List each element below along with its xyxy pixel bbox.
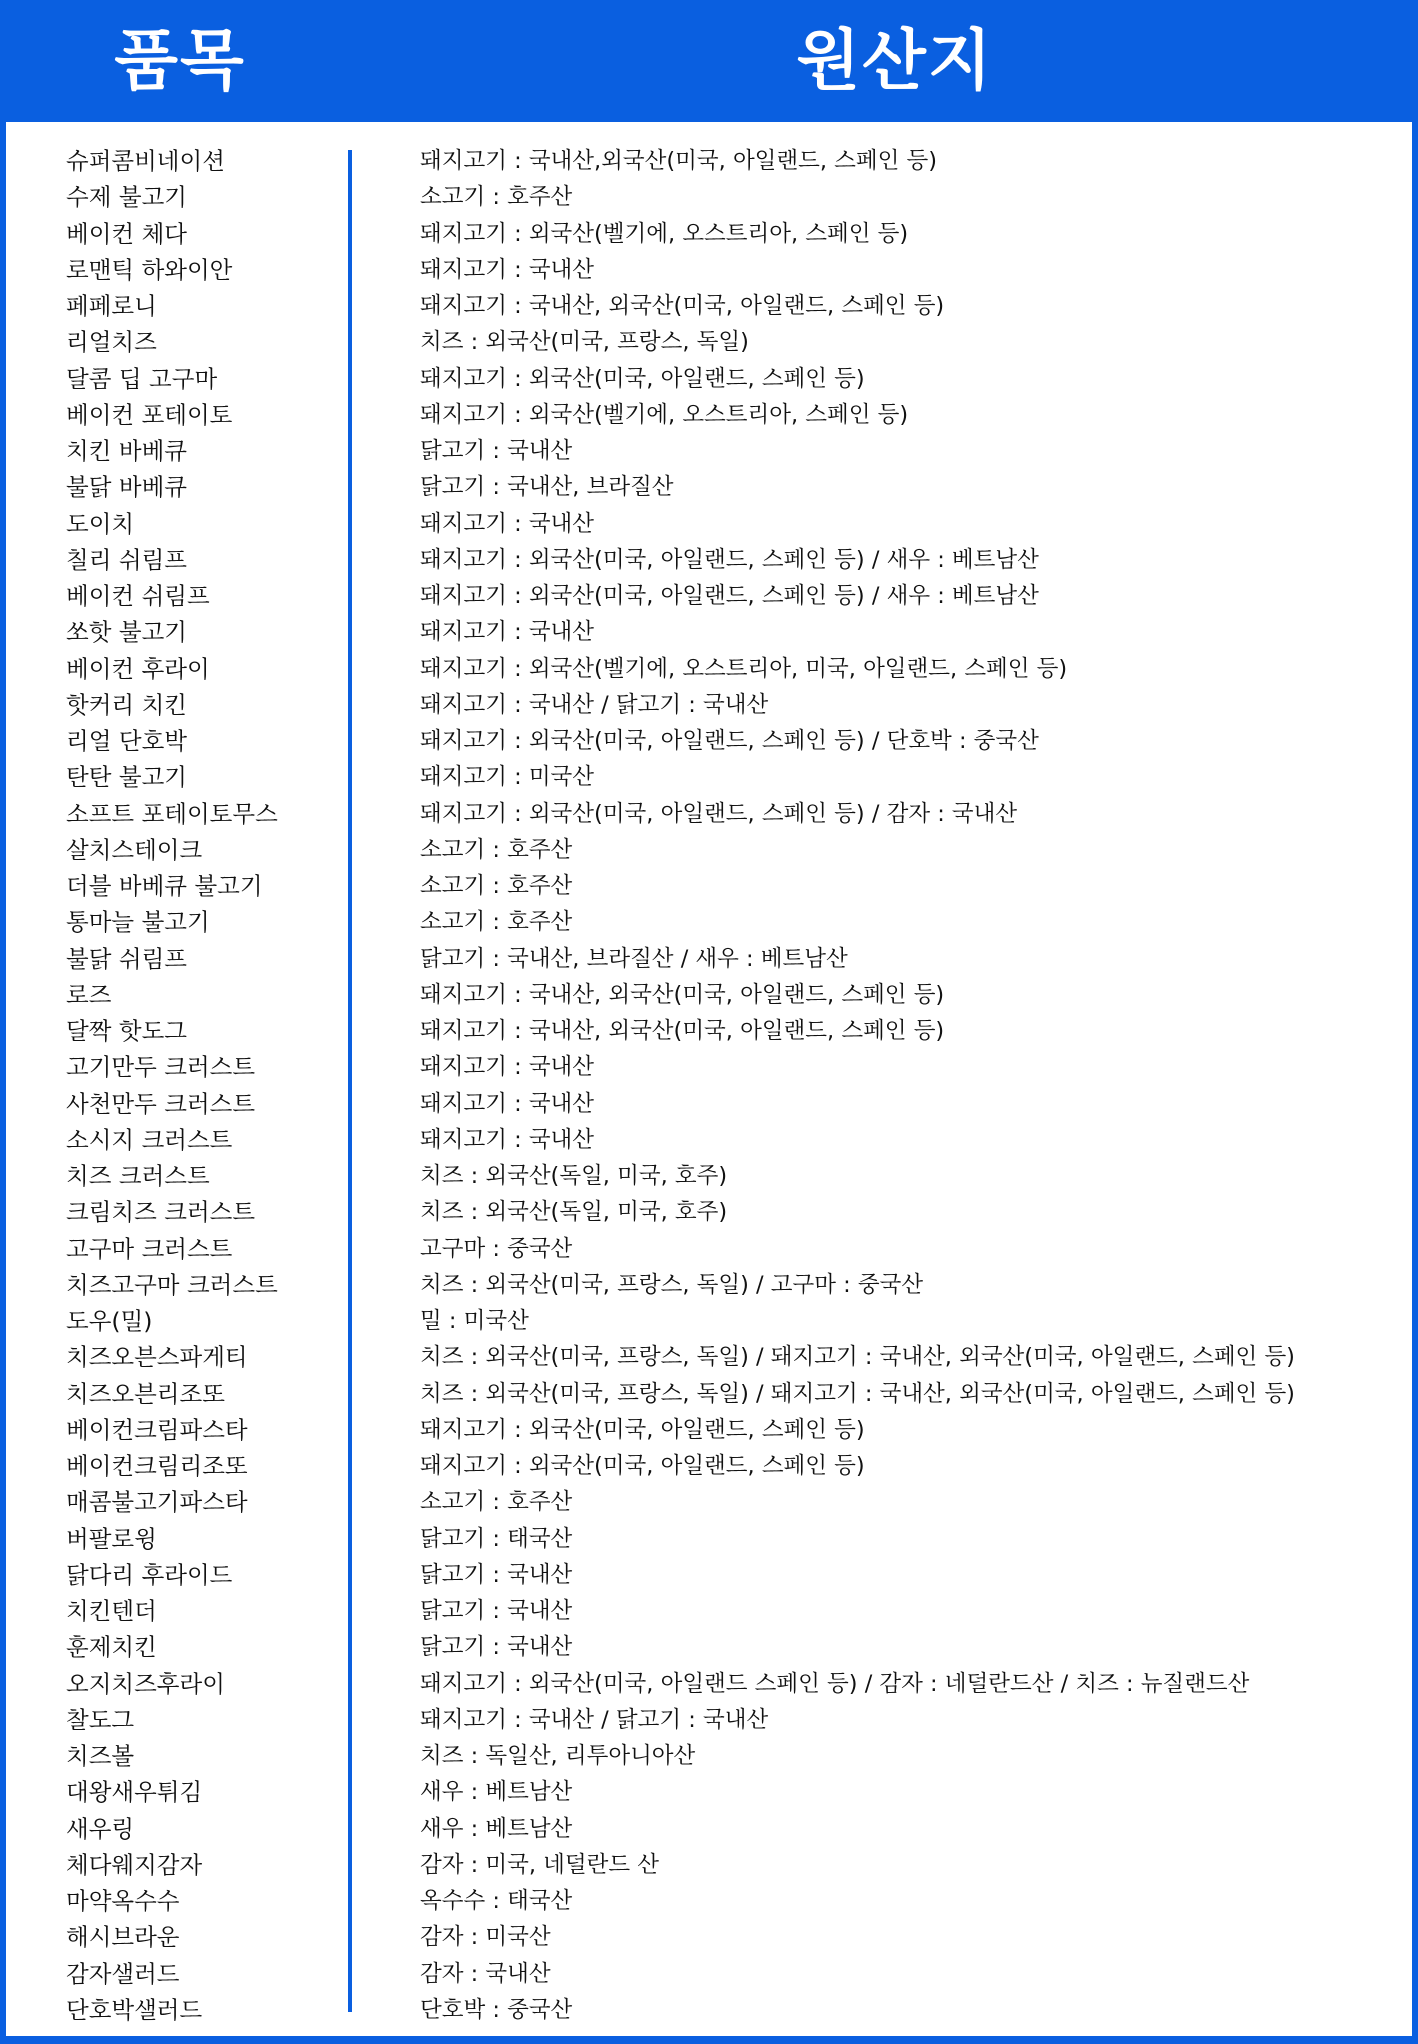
table-row bbox=[6, 651, 1412, 687]
table-row bbox=[6, 1339, 1412, 1375]
item-name: 베이컨크림파스타 bbox=[66, 1415, 248, 1444]
origin-text: 닭고기 : 국내산 bbox=[420, 1634, 573, 1661]
item-name: 치즈오븐리조또 bbox=[66, 1379, 225, 1408]
table-row bbox=[6, 252, 1412, 288]
origin-text: 감자 : 미국산 bbox=[420, 1924, 551, 1951]
origin-text: 단호박 : 중국산 bbox=[420, 1996, 573, 2023]
table-header bbox=[0, 0, 1418, 122]
origin-text: 돼지고기 : 외국산(미국, 아일랜드, 스페인 등) / 새우 : 베트남산 bbox=[420, 583, 1039, 609]
table-row bbox=[6, 977, 1412, 1013]
item-name: 베이컨 쉬림프 bbox=[66, 582, 210, 610]
item-name: 수제 불고기 bbox=[66, 183, 187, 212]
table-row bbox=[6, 904, 1412, 940]
origin-text: 돼지고기 : 국내산 bbox=[420, 619, 595, 646]
table-row bbox=[6, 1956, 1412, 1992]
table-row bbox=[6, 832, 1412, 868]
table-row bbox=[6, 143, 1412, 179]
item-name: 로즈 bbox=[66, 980, 112, 1009]
origin-text: 돼지고기 : 국내산 / 닭고기 : 국내산 bbox=[420, 1706, 769, 1733]
origin-text: 소고기 : 호주산 bbox=[420, 184, 573, 211]
item-name: 핫커리 치킨 bbox=[66, 690, 187, 719]
origin-text: 돼지고기 : 외국산(벨기에, 오스트리아, 스페인 등) bbox=[420, 401, 909, 428]
table-row bbox=[6, 941, 1412, 977]
origin-text: 닭고기 : 국내산, 브라질산 / 새우 : 베트남산 bbox=[420, 945, 848, 972]
origin-text: 치즈 : 독일산, 리투아니아산 bbox=[420, 1743, 696, 1769]
origin-text: 돼지고기 : 국내산,외국산(미국, 아일랜드, 스페인 등) bbox=[420, 148, 938, 174]
item-name: 대왕새우튀김 bbox=[66, 1778, 203, 1807]
origin-text: 닭고기 : 국내산, 브라질산 bbox=[420, 474, 674, 501]
item-name: 탄탄 불고기 bbox=[66, 763, 187, 792]
origin-text: 돼지고기 : 외국산(미국, 아일랜드, 스페인 등) bbox=[420, 1453, 865, 1479]
item-name: 고구마 크러스트 bbox=[66, 1234, 233, 1263]
origin-text: 치즈 : 외국산(미국, 프랑스, 독일) bbox=[420, 329, 749, 356]
origin-text: 닭고기 : 국내산 bbox=[420, 1598, 573, 1624]
origin-text: 닭고기 : 국내산 bbox=[420, 438, 573, 464]
item-name: 버팔로윙 bbox=[66, 1524, 157, 1553]
table-row bbox=[6, 1049, 1412, 1085]
item-name: 감자샐러드 bbox=[66, 1959, 180, 1988]
origin-text: 닭고기 : 태국산 bbox=[420, 1525, 573, 1552]
origin-text: 소고기 : 호주산 bbox=[420, 836, 573, 863]
table-row bbox=[6, 1521, 1412, 1557]
origin-text: 돼지고기 : 외국산(미국, 아일랜드, 스페인 등) bbox=[420, 1416, 865, 1443]
origin-text: 돼지고기 : 국내산 bbox=[420, 1090, 595, 1117]
table-row bbox=[6, 506, 1412, 542]
item-name: 살치스테이크 bbox=[66, 835, 203, 864]
origin-text: 소고기 : 호주산 bbox=[420, 1489, 573, 1516]
table-row bbox=[6, 1992, 1412, 2028]
table-row bbox=[6, 1811, 1412, 1847]
origin-text: 돼지고기 : 국내산, 외국산(미국, 아일랜드, 스페인 등) bbox=[420, 293, 945, 319]
table-row bbox=[6, 1919, 1412, 1955]
table-row bbox=[6, 469, 1412, 505]
table-row bbox=[6, 1194, 1412, 1230]
table-row bbox=[6, 1231, 1412, 1267]
origin-text: 소고기 : 호주산 bbox=[420, 909, 573, 936]
table-row bbox=[6, 578, 1412, 614]
table-row bbox=[6, 397, 1412, 433]
origin-text: 새우 : 베트남산 bbox=[420, 1779, 573, 1806]
item-column-header: 품목 bbox=[114, 22, 246, 99]
item-name: 사천만두 크러스트 bbox=[66, 1089, 256, 1118]
item-name: 치즈오븐스파게티 bbox=[66, 1343, 248, 1372]
table-row bbox=[6, 1629, 1412, 1665]
origin-text: 옥수수 : 태국산 bbox=[420, 1888, 573, 1914]
item-name: 페페로니 bbox=[66, 292, 157, 320]
table-row bbox=[6, 1086, 1412, 1122]
table-row bbox=[6, 687, 1412, 723]
item-name: 불닭 바베큐 bbox=[66, 473, 187, 502]
item-name: 닭다리 후라이드 bbox=[66, 1560, 233, 1589]
item-name: 치킨텐더 bbox=[66, 1597, 157, 1625]
item-name: 달짝 핫도그 bbox=[66, 1017, 187, 1045]
table-row bbox=[6, 868, 1412, 904]
item-name: 해시브라운 bbox=[66, 1923, 180, 1952]
item-name: 매콤불고기파스타 bbox=[66, 1488, 248, 1517]
table-row bbox=[6, 1593, 1412, 1629]
item-name: 베이컨 포테이토 bbox=[66, 400, 233, 429]
table-row bbox=[6, 361, 1412, 397]
origin-text: 돼지고기 : 외국산(미국, 아일랜드, 스페인 등) bbox=[420, 365, 865, 392]
origin-text: 치즈 : 외국산(미국, 프랑스, 독일) / 돼지고기 : 국내산, 외국산(미국, 아일랜드, 스페인 등) bbox=[420, 1344, 1295, 1371]
table-body bbox=[6, 143, 1412, 2028]
table-row bbox=[6, 1484, 1412, 1520]
origin-text: 돼지고기 : 외국산(미국, 아일랜드, 스페인 등) / 새우 : 베트남산 bbox=[420, 546, 1039, 573]
item-name: 고기만두 크러스트 bbox=[66, 1053, 256, 1082]
table-row bbox=[6, 1738, 1412, 1774]
origin-text: 치즈 : 외국산(미국, 프랑스, 독일) / 돼지고기 : 국내산, 외국산(미국, 아일랜드, 스페인 등) bbox=[420, 1380, 1295, 1407]
table-row bbox=[6, 179, 1412, 215]
origin-text: 소고기 : 호주산 bbox=[420, 873, 573, 899]
origin-text: 돼지고기 : 국내산, 외국산(미국, 아일랜드, 스페인 등) bbox=[420, 981, 945, 1008]
origin-text: 돼지고기 : 국내산 bbox=[420, 1126, 595, 1153]
origin-text: 돼지고기 : 국내산 bbox=[420, 1054, 595, 1081]
table-row bbox=[6, 1158, 1412, 1194]
table-row bbox=[6, 796, 1412, 832]
table-row bbox=[6, 614, 1412, 650]
item-name: 새우링 bbox=[66, 1814, 135, 1843]
table-row bbox=[6, 1013, 1412, 1049]
item-name: 베이컨 체다 bbox=[66, 219, 187, 248]
origin-text: 치즈 : 외국산(독일, 미국, 호주) bbox=[420, 1199, 728, 1226]
table-row bbox=[6, 1847, 1412, 1883]
origin-text: 밀 : 미국산 bbox=[420, 1308, 529, 1334]
item-name: 소시지 크러스트 bbox=[66, 1125, 233, 1154]
origin-text: 돼지고기 : 국내산 / 닭고기 : 국내산 bbox=[420, 691, 769, 718]
origin-text: 감자 : 미국, 네덜란드 산 bbox=[420, 1851, 659, 1878]
origin-text: 고구마 : 중국산 bbox=[420, 1235, 573, 1262]
item-name: 크림치즈 크러스트 bbox=[66, 1198, 256, 1227]
item-name: 체다웨지감자 bbox=[66, 1850, 203, 1879]
table-row bbox=[6, 1303, 1412, 1339]
item-name: 리얼치즈 bbox=[66, 328, 157, 357]
item-name: 단호박샐러드 bbox=[66, 1995, 203, 2024]
origin-text: 돼지고기 : 외국산(미국, 아일랜드 스페인 등) / 감자 : 네덜란드산 / 치즈 : 뉴질랜드산 bbox=[420, 1670, 1250, 1697]
table-row bbox=[6, 723, 1412, 759]
origin-text: 돼지고기 : 외국산(미국, 아일랜드, 스페인 등) / 감자 : 국내산 bbox=[420, 800, 1018, 827]
table-row bbox=[6, 433, 1412, 469]
origin-text: 새우 : 베트남산 bbox=[420, 1815, 573, 1842]
table-row bbox=[6, 759, 1412, 795]
table-row bbox=[6, 324, 1412, 360]
item-name: 오지치즈후라이 bbox=[66, 1669, 225, 1698]
table-row bbox=[6, 1412, 1412, 1448]
item-name: 치킨 바베큐 bbox=[66, 437, 187, 465]
item-name: 달콤 딥 고구마 bbox=[66, 364, 218, 393]
table-row bbox=[6, 542, 1412, 578]
table-row bbox=[6, 1448, 1412, 1484]
table-row bbox=[6, 1702, 1412, 1738]
item-name: 베이컨 후라이 bbox=[66, 654, 210, 683]
origin-column-header: 원산지 bbox=[796, 22, 994, 99]
origin-text: 돼지고기 : 국내산, 외국산(미국, 아일랜드, 스페인 등) bbox=[420, 1018, 945, 1044]
item-name: 베이컨크림리조또 bbox=[66, 1452, 248, 1480]
table-row bbox=[6, 1774, 1412, 1810]
item-name: 치즈 크러스트 bbox=[66, 1162, 210, 1190]
table-row bbox=[6, 1883, 1412, 1919]
origin-text: 돼지고기 : 외국산(벨기에, 오스트리아, 스페인 등) bbox=[420, 220, 909, 247]
origin-text: 돼지고기 : 외국산(미국, 아일랜드, 스페인 등) / 단호박 : 중국산 bbox=[420, 728, 1039, 754]
origin-text: 감자 : 국내산 bbox=[420, 1960, 551, 1987]
item-name: 통마늘 불고기 bbox=[66, 908, 210, 937]
item-name: 도이치 bbox=[66, 509, 135, 538]
item-name: 불닭 쉬림프 bbox=[66, 944, 187, 973]
item-name: 찰도그 bbox=[66, 1705, 135, 1734]
table-row bbox=[6, 1666, 1412, 1702]
item-name: 치즈고구마 크러스트 bbox=[66, 1270, 278, 1299]
origin-text: 돼지고기 : 국내산 bbox=[420, 510, 595, 537]
table-row bbox=[6, 1122, 1412, 1158]
item-name: 마약옥수수 bbox=[66, 1887, 180, 1915]
item-name: 도우(밀) bbox=[66, 1307, 153, 1335]
table-row bbox=[6, 288, 1412, 324]
item-name: 슈퍼콤비네이션 bbox=[66, 147, 225, 175]
item-name: 치즈볼 bbox=[66, 1742, 135, 1770]
item-name: 더블 바베큐 불고기 bbox=[66, 872, 263, 900]
table-row bbox=[6, 1267, 1412, 1303]
table-row bbox=[6, 1376, 1412, 1412]
origin-text: 돼지고기 : 국내산 bbox=[420, 256, 595, 283]
item-name: 로맨틱 하와이안 bbox=[66, 255, 233, 284]
origin-table bbox=[6, 122, 1412, 2036]
item-name: 리얼 단호박 bbox=[66, 727, 187, 755]
item-name: 쏘핫 불고기 bbox=[66, 618, 187, 647]
origin-text: 치즈 : 외국산(미국, 프랑스, 독일) / 고구마 : 중국산 bbox=[420, 1271, 924, 1298]
origin-text: 돼지고기 : 외국산(벨기에, 오스트리아, 미국, 아일랜드, 스페인 등) bbox=[420, 655, 1068, 682]
origin-text: 닭고기 : 국내산 bbox=[420, 1561, 573, 1588]
table-row bbox=[6, 216, 1412, 252]
item-name: 소프트 포테이토무스 bbox=[66, 799, 278, 828]
origin-text: 돼지고기 : 미국산 bbox=[420, 764, 595, 791]
origin-text: 치즈 : 외국산(독일, 미국, 호주) bbox=[420, 1163, 728, 1189]
table-row bbox=[6, 1557, 1412, 1593]
item-name: 훈제치킨 bbox=[66, 1633, 157, 1662]
item-name: 칠리 쉬림프 bbox=[66, 545, 187, 574]
